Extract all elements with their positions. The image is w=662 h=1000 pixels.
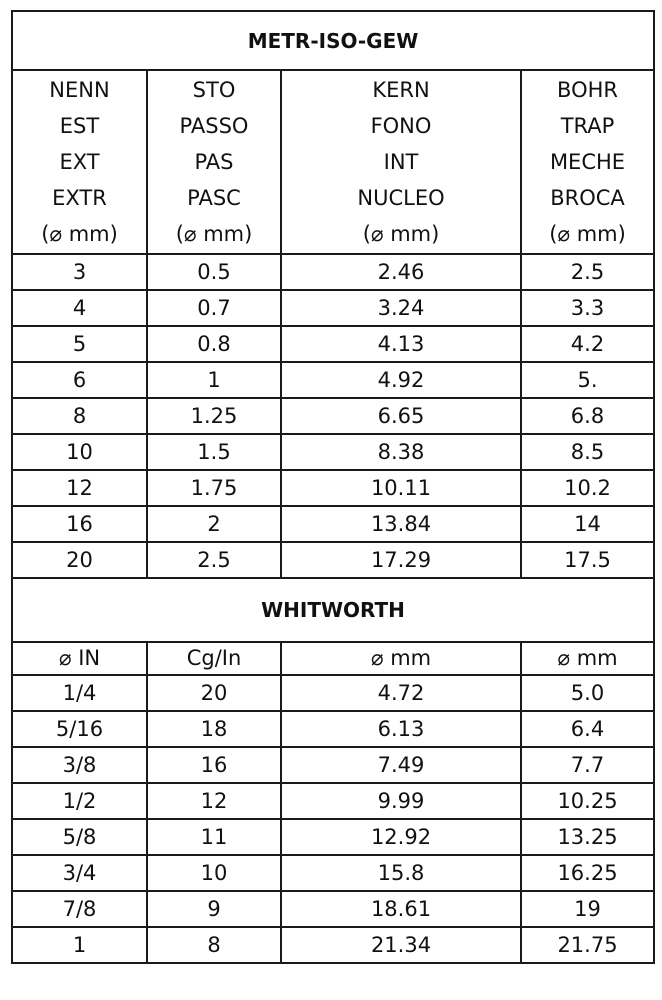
table-cell: 3: [12, 254, 147, 290]
metric-table-row: [12, 434, 654, 470]
header-line: (⌀ mm): [549, 222, 626, 246]
metric-header-row: [12, 70, 654, 254]
header-line: MECHE: [549, 150, 626, 174]
header-line: KERN: [372, 78, 430, 102]
table-cell: 0.5: [147, 254, 281, 290]
table-cell: 17.5: [521, 542, 654, 578]
table-cell: 10.11: [281, 470, 521, 506]
whitworth-table-row: [12, 675, 654, 711]
header-cell-core: [281, 70, 521, 254]
metric-section-title: METR-ISO-GEW: [12, 11, 654, 70]
table-cell: 4: [12, 290, 147, 326]
whitworth-table-row: [12, 927, 654, 963]
table-cell: 12.92: [281, 819, 521, 855]
whitworth-title-row: [12, 578, 654, 642]
whitworth-table-row: [12, 891, 654, 927]
table-cell: 5: [12, 326, 147, 362]
table-cell: 20: [147, 675, 281, 711]
table-cell: 5.0: [521, 675, 654, 711]
table-cell: 14: [521, 506, 654, 542]
table-cell: 10: [147, 855, 281, 891]
table-cell: 16.25: [521, 855, 654, 891]
header-line: BOHR: [557, 78, 618, 102]
table-cell: 2.46: [281, 254, 521, 290]
table-cell: 7/8: [12, 891, 147, 927]
header-line: STO: [192, 78, 236, 102]
table-cell: 4.92: [281, 362, 521, 398]
table-cell: 6.13: [281, 711, 521, 747]
table-cell: 9: [147, 891, 281, 927]
whitworth-table-row: [12, 747, 654, 783]
header-line: PAS: [194, 150, 234, 174]
header-cell-nominal: [12, 70, 147, 254]
header-cell-pitch: [147, 70, 281, 254]
table-cell: 3/4: [12, 855, 147, 891]
table-cell: 16: [147, 747, 281, 783]
table-cell: 8.38: [281, 434, 521, 470]
thread-size-sheet: [11, 10, 653, 964]
whitworth-table-row: [12, 711, 654, 747]
table-cell: 12: [12, 470, 147, 506]
header-line: (⌀ mm): [41, 222, 118, 246]
table-cell: 19: [521, 891, 654, 927]
metric-table-row: [12, 506, 654, 542]
table-cell: 10: [12, 434, 147, 470]
table-cell: 2.5: [147, 542, 281, 578]
header-line: EST: [59, 114, 100, 138]
metric-table-row: [12, 362, 654, 398]
table-cell: 6.65: [281, 398, 521, 434]
whitworth-header-row: [12, 642, 654, 675]
metric-table-row: [12, 470, 654, 506]
table-cell: 0.7: [147, 290, 281, 326]
table-cell: 16: [12, 506, 147, 542]
table-cell: 4.72: [281, 675, 521, 711]
table-cell: 0.8: [147, 326, 281, 362]
metric-table-row: [12, 326, 654, 362]
table-cell: 2.5: [521, 254, 654, 290]
header-line: (⌀ mm): [175, 222, 253, 246]
header-cell-drill: [521, 70, 654, 254]
table-cell: 15.8: [281, 855, 521, 891]
table-cell: Cg/In: [147, 642, 281, 675]
table-cell: 10.25: [521, 783, 654, 819]
header-line: TRAP: [560, 114, 615, 138]
table-cell: 6.8: [521, 398, 654, 434]
thread-table: [11, 10, 655, 964]
table-cell: 17.29: [281, 542, 521, 578]
table-cell: 21.34: [281, 927, 521, 963]
table-cell: 3/8: [12, 747, 147, 783]
table-cell: 3.24: [281, 290, 521, 326]
header-line: BROCA: [550, 186, 625, 210]
table-cell: 21.75: [521, 927, 654, 963]
table-cell: 10.2: [521, 470, 654, 506]
header-line: FONO: [370, 114, 432, 138]
table-cell: 4.13: [281, 326, 521, 362]
table-cell: 1.25: [147, 398, 281, 434]
table-cell: 5.: [521, 362, 654, 398]
table-cell: 11: [147, 819, 281, 855]
table-cell: 8: [12, 398, 147, 434]
table-cell: ⌀ mm: [281, 642, 521, 675]
header-line: PASC: [187, 186, 241, 210]
header-line: INT: [383, 150, 419, 174]
table-cell: 18: [147, 711, 281, 747]
header-line: PASSO: [179, 114, 249, 138]
header-line: NENN: [49, 78, 110, 102]
table-cell: 7.7: [521, 747, 654, 783]
table-cell: 1: [12, 927, 147, 963]
table-cell: 1/2: [12, 783, 147, 819]
table-cell: 12: [147, 783, 281, 819]
metric-table-row: [12, 254, 654, 290]
whitworth-table-row: [12, 855, 654, 891]
table-cell: 1.75: [147, 470, 281, 506]
table-cell: 7.49: [281, 747, 521, 783]
metric-table-row: [12, 542, 654, 578]
table-cell: 20: [12, 542, 147, 578]
table-cell: 5/16: [12, 711, 147, 747]
table-cell: 3.3: [521, 290, 654, 326]
header-line: (⌀ mm): [362, 222, 440, 246]
table-cell: 6.4: [521, 711, 654, 747]
header-line: EXT: [59, 150, 100, 174]
table-cell: ⌀ mm: [521, 642, 654, 675]
table-cell: 1: [147, 362, 281, 398]
metric-table-row: [12, 398, 654, 434]
table-cell: 1.5: [147, 434, 281, 470]
table-cell: 1/4: [12, 675, 147, 711]
table-cell: 5/8: [12, 819, 147, 855]
whitworth-table-row: [12, 783, 654, 819]
table-cell: 8: [147, 927, 281, 963]
metric-title-row: [12, 11, 654, 70]
metric-table-row: [12, 290, 654, 326]
whitworth-table-row: [12, 819, 654, 855]
table-cell: 13.84: [281, 506, 521, 542]
header-line: EXTR: [52, 186, 107, 210]
table-cell: ⌀ IN: [12, 642, 147, 675]
table-cell: 9.99: [281, 783, 521, 819]
whitworth-section-title: WHITWORTH: [12, 578, 654, 642]
table-cell: 8.5: [521, 434, 654, 470]
table-cell: 6: [12, 362, 147, 398]
table-cell: 2: [147, 506, 281, 542]
header-line: NUCLEO: [357, 186, 445, 210]
table-cell: 13.25: [521, 819, 654, 855]
table-cell: 4.2: [521, 326, 654, 362]
table-cell: 18.61: [281, 891, 521, 927]
